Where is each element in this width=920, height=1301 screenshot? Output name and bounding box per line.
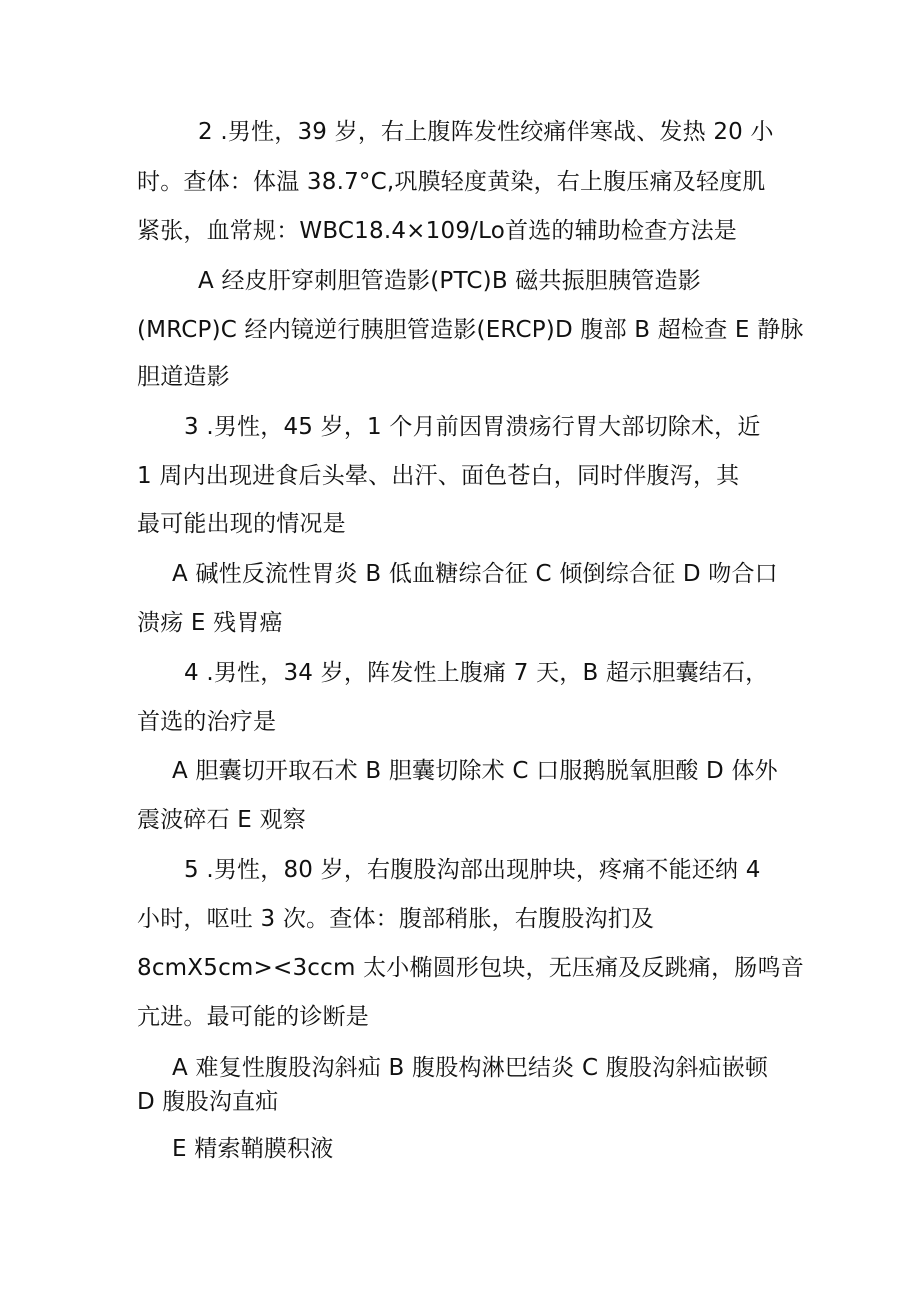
q3-line-1: 3 .男性，45 岁，1 个月前因胃溃疡行胃大部切除术，近 [184, 414, 761, 440]
q3-line-2: 1 周内出现进食后头晕、出汗、面色苍白，同时伴腹泻，其 [137, 463, 740, 489]
q4-options-line-2: 震波碎石 E 观察 [137, 807, 306, 833]
q4-line-2: 首选的治疗是 [137, 709, 277, 735]
q2-options-line-2: (MRCP)C 经内镜逆行胰胆管造影(ERCP)D 腹部 B 超检查 E 静脉 [137, 317, 804, 343]
q3-options-line-2: 溃疡 E 残胃癌 [137, 610, 283, 636]
q5-line-1: 5 .男性，80 岁，右腹股沟部出现肿块，疼痛不能还纳 4 [184, 857, 761, 883]
q4-line-1: 4 .男性，34 岁，阵发性上腹痛 7 天，B 超示胆囊结石， [184, 660, 769, 686]
q3-line-3: 最可能出现的情况是 [137, 511, 346, 537]
q3-options-line-1: A 碱性反流性胃炎 B 低血糖综合征 C 倾倒综合征 D 吻合口 [172, 561, 778, 587]
q2-line-2: 时。查体：体温 38.7°C,巩膜轻度黄染，右上腹压痛及轻度肌 [137, 169, 766, 195]
q2-options-line-1: A 经皮肝穿刺胆管造影(PTC)B 磁共振胆胰管造影 [198, 268, 701, 294]
q5-options-line-3: E 精索鞘膜积液 [172, 1136, 334, 1162]
q5-line-3: 8cmX5cm><3ccm 太小椭圆形包块，无压痛及反跳痛，肠鸣音 [137, 955, 804, 981]
q5-options-line-1: A 难复性腹股沟斜疝 B 腹股构淋巴结炎 C 腹股沟斜疝嵌顿 [172, 1055, 769, 1081]
q2-line-3: 紧张，血常规：WBC18.4×109/Lo首选的辅助检查方法是 [137, 218, 737, 244]
q4-options-line-1: A 胆囊切开取石术 B 胆囊切除术 C 口服鹅脱氧胆酸 D 体外 [172, 758, 778, 784]
q2-line-1: 2 .男性，39 岁，右上腹阵发性绞痛伴寒战、发热 20 小 [198, 119, 774, 145]
q5-line-2: 小时，呕吐 3 次。查体：腹部稍胀，右腹股沟扪及 [137, 906, 655, 932]
q5-line-4: 亢进。最可能的诊断是 [137, 1004, 369, 1030]
q5-options-line-2: D 腹股沟直疝 [137, 1089, 279, 1115]
q2-options-line-3: 胆道造影 [137, 364, 230, 390]
